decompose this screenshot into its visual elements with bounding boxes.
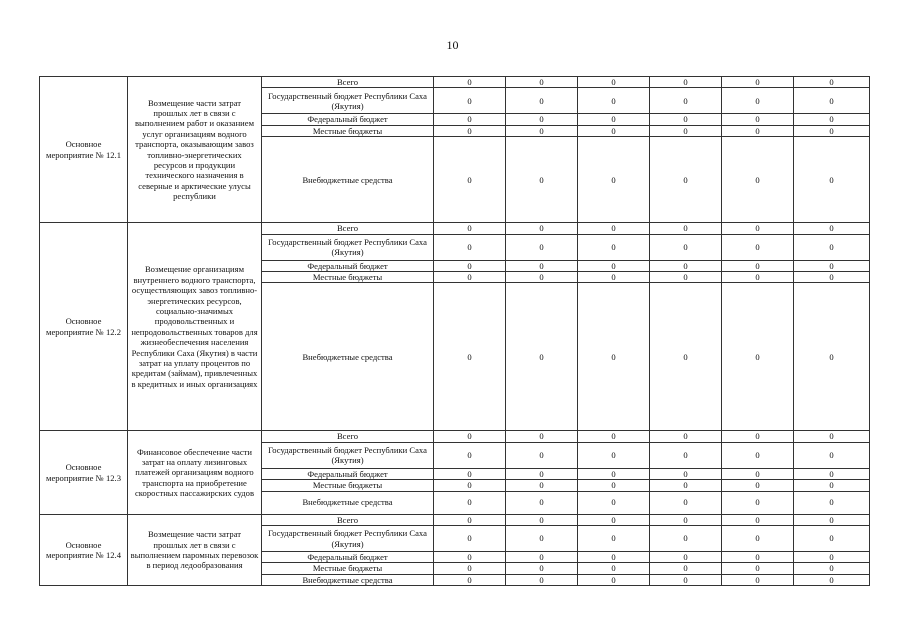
- value-cell: 0: [434, 442, 506, 468]
- value-cell: 0: [722, 125, 794, 136]
- value-cell: 0: [578, 563, 650, 574]
- funding-source-cell: Федеральный бюджет: [262, 468, 434, 479]
- value-cell: 0: [434, 272, 506, 283]
- value-cell: 0: [506, 137, 578, 223]
- value-cell: 0: [434, 431, 506, 442]
- value-cell: 0: [578, 88, 650, 114]
- value-cell: 0: [650, 563, 722, 574]
- value-cell: 0: [434, 552, 506, 563]
- value-cell: 0: [794, 480, 870, 491]
- value-cell: 0: [434, 260, 506, 271]
- value-cell: 0: [506, 526, 578, 552]
- event-name-cell: Основное мероприятие № 12.2: [40, 223, 128, 431]
- value-cell: 0: [434, 114, 506, 125]
- value-cell: 0: [722, 431, 794, 442]
- value-cell: 0: [794, 468, 870, 479]
- value-cell: 0: [650, 77, 722, 88]
- value-cell: 0: [578, 260, 650, 271]
- value-cell: 0: [650, 137, 722, 223]
- funding-source-cell: Федеральный бюджет: [262, 552, 434, 563]
- value-cell: 0: [506, 468, 578, 479]
- value-cell: 0: [434, 77, 506, 88]
- value-cell: 0: [794, 114, 870, 125]
- value-cell: 0: [650, 114, 722, 125]
- value-cell: 0: [650, 491, 722, 514]
- event-description-cell: Возмещение части затрат прошлых лет в связи с выполнением паромных перевозок в период ледообразования: [128, 514, 262, 586]
- value-cell: 0: [578, 480, 650, 491]
- value-cell: 0: [722, 137, 794, 223]
- value-cell: 0: [578, 125, 650, 136]
- value-cell: 0: [650, 442, 722, 468]
- funding-source-cell: Внебюджетные средства: [262, 283, 434, 431]
- value-cell: 0: [650, 514, 722, 525]
- value-cell: 0: [794, 88, 870, 114]
- funding-source-cell: Местные бюджеты: [262, 480, 434, 491]
- value-cell: 0: [722, 563, 794, 574]
- value-cell: 0: [506, 574, 578, 585]
- funding-source-cell: Внебюджетные средства: [262, 574, 434, 585]
- value-cell: 0: [722, 491, 794, 514]
- value-cell: 0: [794, 526, 870, 552]
- value-cell: 0: [650, 468, 722, 479]
- value-cell: 0: [506, 431, 578, 442]
- value-cell: 0: [578, 77, 650, 88]
- table-row: [40, 431, 870, 442]
- value-cell: 0: [794, 491, 870, 514]
- table-row: [40, 223, 870, 234]
- value-cell: 0: [722, 77, 794, 88]
- value-cell: 0: [434, 223, 506, 234]
- value-cell: 0: [506, 234, 578, 260]
- value-cell: 0: [578, 574, 650, 585]
- value-cell: 0: [578, 491, 650, 514]
- event-name-cell: Основное мероприятие № 12.3: [40, 431, 128, 514]
- value-cell: 0: [650, 431, 722, 442]
- value-cell: 0: [434, 88, 506, 114]
- funding-source-cell: Федеральный бюджет: [262, 114, 434, 125]
- value-cell: 0: [794, 77, 870, 88]
- funding-source-cell: Государственный бюджет Республики Саха (Якутия): [262, 442, 434, 468]
- funding-source-cell: Всего: [262, 223, 434, 234]
- value-cell: 0: [794, 272, 870, 283]
- value-cell: 0: [434, 125, 506, 136]
- value-cell: 0: [578, 431, 650, 442]
- value-cell: 0: [506, 88, 578, 114]
- value-cell: 0: [794, 442, 870, 468]
- value-cell: 0: [434, 137, 506, 223]
- value-cell: 0: [578, 272, 650, 283]
- value-cell: 0: [722, 574, 794, 585]
- budget-table-body: [40, 77, 870, 586]
- value-cell: 0: [506, 272, 578, 283]
- budget-table: [39, 76, 870, 586]
- value-cell: 0: [722, 223, 794, 234]
- value-cell: 0: [578, 526, 650, 552]
- value-cell: 0: [794, 260, 870, 271]
- funding-source-cell: Федеральный бюджет: [262, 260, 434, 271]
- value-cell: 0: [506, 283, 578, 431]
- value-cell: 0: [722, 514, 794, 525]
- funding-source-cell: Государственный бюджет Республики Саха (Якутия): [262, 234, 434, 260]
- value-cell: 0: [506, 223, 578, 234]
- value-cell: 0: [650, 223, 722, 234]
- value-cell: 0: [722, 526, 794, 552]
- event-description-cell: Возмещение организациям внутреннего водного транспорта, осуществляющих завоз топливно-энергетических ресурсов, социально-значимых продовольственных и непродовольственных товаров для жизнеобеспечения населения Республики Саха (Якутия) в части затрат на уплату процентов по кредитам (займам), привлеченных в кредитных и иных организациях: [128, 223, 262, 431]
- value-cell: 0: [722, 272, 794, 283]
- value-cell: 0: [794, 137, 870, 223]
- value-cell: 0: [794, 431, 870, 442]
- value-cell: 0: [722, 114, 794, 125]
- value-cell: 0: [650, 480, 722, 491]
- value-cell: 0: [794, 563, 870, 574]
- value-cell: 0: [578, 468, 650, 479]
- value-cell: 0: [506, 491, 578, 514]
- value-cell: 0: [650, 125, 722, 136]
- funding-source-cell: Местные бюджеты: [262, 563, 434, 574]
- value-cell: 0: [722, 260, 794, 271]
- value-cell: 0: [794, 223, 870, 234]
- funding-source-cell: Всего: [262, 514, 434, 525]
- value-cell: 0: [434, 491, 506, 514]
- value-cell: 0: [506, 514, 578, 525]
- value-cell: 0: [434, 234, 506, 260]
- value-cell: 0: [650, 234, 722, 260]
- value-cell: 0: [506, 77, 578, 88]
- value-cell: 0: [434, 514, 506, 525]
- funding-source-cell: Государственный бюджет Республики Саха (Якутия): [262, 526, 434, 552]
- value-cell: 0: [722, 480, 794, 491]
- value-cell: 0: [650, 272, 722, 283]
- value-cell: 0: [794, 514, 870, 525]
- funding-source-cell: Внебюджетные средства: [262, 137, 434, 223]
- value-cell: 0: [578, 223, 650, 234]
- funding-source-cell: Всего: [262, 77, 434, 88]
- value-cell: 0: [506, 480, 578, 491]
- value-cell: 0: [578, 114, 650, 125]
- table-row: [40, 77, 870, 88]
- value-cell: 0: [722, 552, 794, 563]
- funding-source-cell: Всего: [262, 431, 434, 442]
- value-cell: 0: [650, 574, 722, 585]
- value-cell: 0: [794, 234, 870, 260]
- event-description-cell: Финансовое обеспечение части затрат на оплату лизинговых платежей организациям водного транспорта на приобретение скоростных пассажирских судов: [128, 431, 262, 514]
- value-cell: 0: [434, 526, 506, 552]
- event-description-cell: Возмещение части затрат прошлых лет в связи с выполнением работ и оказанием услуг организациям водного транспорта, оказывающим завоз топливно-энергетических ресурсов и продукции технического назначения в северные и арктические улусы республики: [128, 77, 262, 223]
- funding-source-cell: Местные бюджеты: [262, 125, 434, 136]
- value-cell: 0: [794, 125, 870, 136]
- page-number: 10: [446, 38, 459, 52]
- value-cell: 0: [722, 88, 794, 114]
- value-cell: 0: [722, 234, 794, 260]
- value-cell: 0: [578, 234, 650, 260]
- value-cell: 0: [506, 552, 578, 563]
- value-cell: 0: [578, 552, 650, 563]
- funding-source-cell: Государственный бюджет Республики Саха (Якутия): [262, 88, 434, 114]
- value-cell: 0: [434, 468, 506, 479]
- value-cell: 0: [578, 514, 650, 525]
- event-name-cell: Основное мероприятие № 12.4: [40, 514, 128, 586]
- value-cell: 0: [650, 552, 722, 563]
- value-cell: 0: [506, 114, 578, 125]
- value-cell: 0: [722, 442, 794, 468]
- value-cell: 0: [578, 283, 650, 431]
- event-name-cell: Основное мероприятие № 12.1: [40, 77, 128, 223]
- value-cell: 0: [794, 574, 870, 585]
- value-cell: 0: [506, 442, 578, 468]
- value-cell: 0: [434, 563, 506, 574]
- value-cell: 0: [722, 468, 794, 479]
- funding-source-cell: Внебюджетные средства: [262, 491, 434, 514]
- value-cell: 0: [434, 574, 506, 585]
- value-cell: 0: [650, 88, 722, 114]
- value-cell: 0: [506, 260, 578, 271]
- value-cell: 0: [650, 526, 722, 552]
- value-cell: 0: [794, 283, 870, 431]
- value-cell: 0: [434, 480, 506, 491]
- value-cell: 0: [578, 137, 650, 223]
- value-cell: 0: [650, 260, 722, 271]
- value-cell: 0: [722, 283, 794, 431]
- funding-source-cell: Местные бюджеты: [262, 272, 434, 283]
- value-cell: 0: [794, 552, 870, 563]
- value-cell: 0: [506, 125, 578, 136]
- value-cell: 0: [506, 563, 578, 574]
- value-cell: 0: [650, 283, 722, 431]
- value-cell: 0: [434, 283, 506, 431]
- value-cell: 0: [578, 442, 650, 468]
- table-row: [40, 514, 870, 525]
